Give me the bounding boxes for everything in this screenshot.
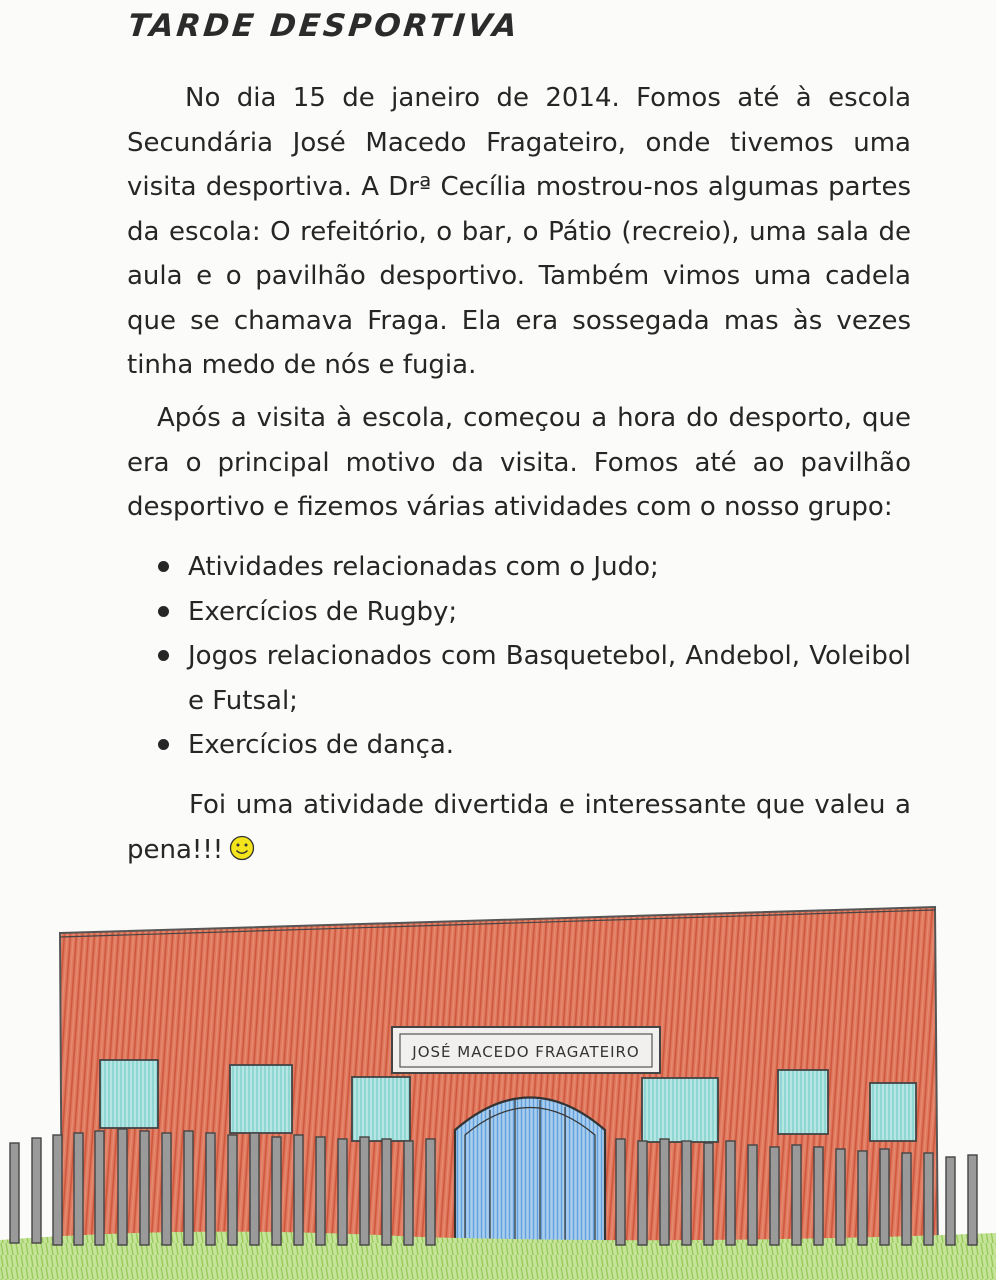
bullet-icon [158,561,169,572]
activities-list [127,545,911,768]
list-item [127,634,911,723]
sign-text: JOSÉ MACEDO FRAGATEIRO [412,1043,640,1061]
paragraph-sports: Após a visita à escola, começou a hora do desporto, que era o principal motivo da visita. Fomos até ao pavilhão desportivo e fizemos várias atividades com o nosso grupo: [127,403,911,522]
list-item [127,590,911,635]
bullet-icon [158,650,169,661]
list-item-text: Atividades relacionadas com o Judo; [188,552,659,582]
list-item-text: Jogos relacionados com Basquetebol, Andebol, Voleibol e Futsal; [188,641,911,716]
school-drawing [0,895,996,1280]
page-title: TARDE DESPORTIVA [126,8,522,44]
list-item [127,723,911,768]
list-item-text: Exercícios de Rugby; [188,596,458,627]
smiley-icon [229,835,255,861]
list-item-text: Exercícios de dança. [188,730,455,760]
bullet-icon [158,739,169,750]
list-item [127,545,911,590]
conclusion-text: Foi uma atividade divertida e interessante que valeu a pena!!! [127,790,911,865]
paragraph-conclusion [127,783,911,872]
bullet-icon [158,606,169,617]
paragraph-visit: No dia 15 de janeiro de 2014. Fomos até à escola Secundária José Macedo Fragateiro, onde tivemos uma visita desportiva. A Drª Cecília mostrou-nos algumas partes da escola: O refeitório, o bar, o Pátio (recreio), uma sala de aula e o pavilhão desportivo. Também vimos uma cadela que se chamava Fraga. Ela era sossegada mas às vezes tinha medo de nós e fugia. [127,83,911,380]
school-sign [392,1027,660,1073]
